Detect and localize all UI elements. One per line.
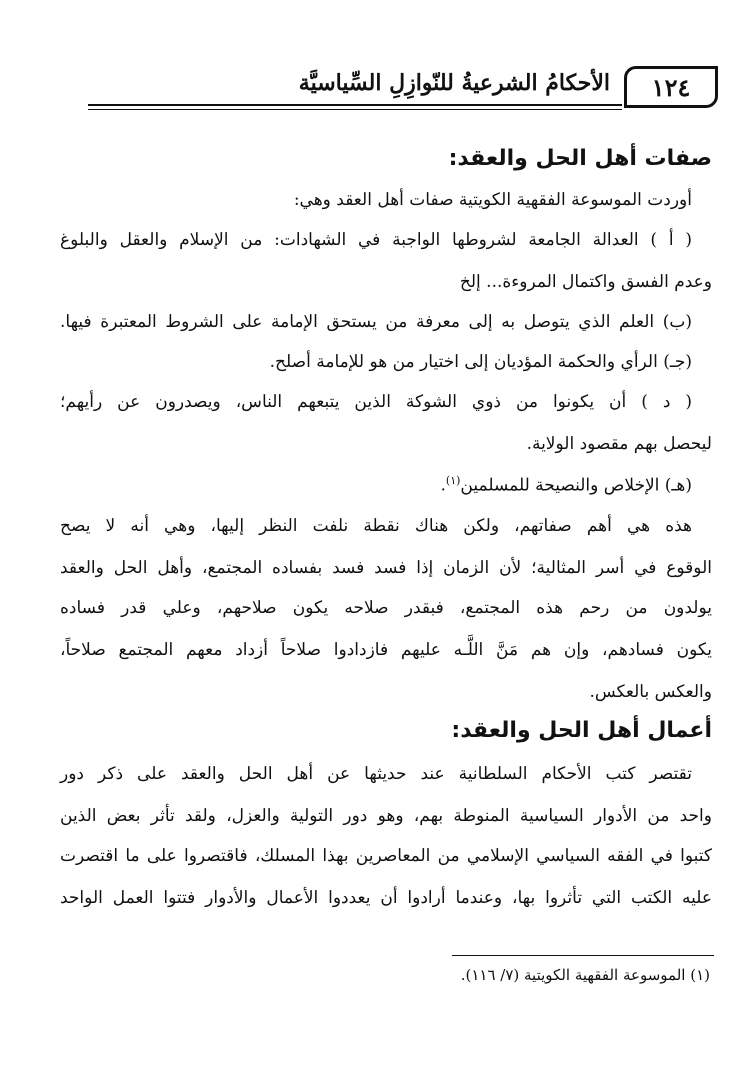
section-heading: أعمال أهل الحل والعقد: — [451, 718, 712, 743]
list-item-d: ( د ) أن يكونوا من ذوي الشوكة الذين يتبعهم الناس، ويصدرون عن رأيهم؛ — [60, 392, 692, 412]
footnote: (١) الموسوعة الفقهية الكويتية (٧/ ١١٦). — [460, 966, 710, 984]
paragraph-line: كتبوا في الفقه السياسي الإسلامي من المعاصرين بهذا المسلك، فاقتصروا على ما اقتصرت — [60, 846, 712, 866]
paragraph-line: يكون فسادهم، وإن هم مَنَّ اللَّـه عليهم فازدادوا صلاحاً أزداد معهم المجتمع صلاحاً، — [60, 640, 712, 660]
paragraph-line: تقتصر كتب الأحكام السلطانية عند حديثها عن أهل الحل والعقد على ذكر دور — [60, 764, 692, 784]
paragraph-line: والعكس بالعكس. — [589, 682, 712, 702]
list-item-d-continued: ليحصل بهم مقصود الولاية. — [526, 434, 712, 454]
header-rule — [88, 104, 622, 106]
running-title: الأحكامُ الشرعيةُ للنّوازِلِ السِّياسيَّة — [298, 70, 610, 96]
footnote-rule — [452, 955, 714, 956]
footnote-marker: (١) — [445, 474, 461, 487]
paragraph-line: أوردت الموسوعة الفقهية الكويتية صفات أهل العقد وهي: — [293, 190, 692, 210]
paragraph-line: يولدون من رحم هذه المجتمع، فبقدر صلاحه يكون صلاحهم، وعلي قدر فساده — [60, 598, 712, 618]
section-heading: صفات أهل الحل والعقد: — [448, 146, 712, 171]
paragraph-line: هذه هي أهم صفاتهم، ولكن هناك نقطة نلفت النظر إليها، وهي أنه لا يصح — [60, 516, 692, 536]
list-item-e — [441, 474, 693, 496]
paragraph-line: عليه الكتب التي تأثروا بها، وعندما أرادوا أن يعددوا الأعمال والأدوار فتتوا العمل الواحد — [60, 888, 712, 908]
page-number: ١٢٤ — [624, 66, 718, 108]
paragraph-line: واحد من الأدوار السياسية المنوطة بهم، وهو دور التولية والعزل، ولقد تأثر بعض الذين — [60, 806, 712, 826]
list-item-b: (ب) العلم الذي يتوصل به إلى معرفة من يستحق الإمامة على الشروط المعتبرة فيها. — [60, 312, 692, 332]
list-item-c: (جـ) الرأي والحكمة المؤديان إلى اختيار من هو للإمامة أصلح. — [269, 352, 692, 372]
list-item-a-continued: وعدم الفسق واكتمال المروءة... إلخ — [459, 272, 712, 292]
page-header — [88, 62, 718, 112]
header-rule-thin — [88, 109, 622, 110]
list-item-a: ( أ ) العدالة الجامعة لشروطها الواجبة في الشهادات: من الإسلام والعقل والبلوغ — [60, 230, 692, 250]
list-item-e-text: (هـ) الإخلاص والنصيحة للمسلمين — [460, 475, 692, 496]
list-item-e-end: . — [440, 475, 446, 496]
paragraph-line: الوقوع في أسر المثالية؛ لأن الزمان إذا فسد فسد بفساده المجتمع، وأهل الحل والعقد — [60, 558, 712, 578]
